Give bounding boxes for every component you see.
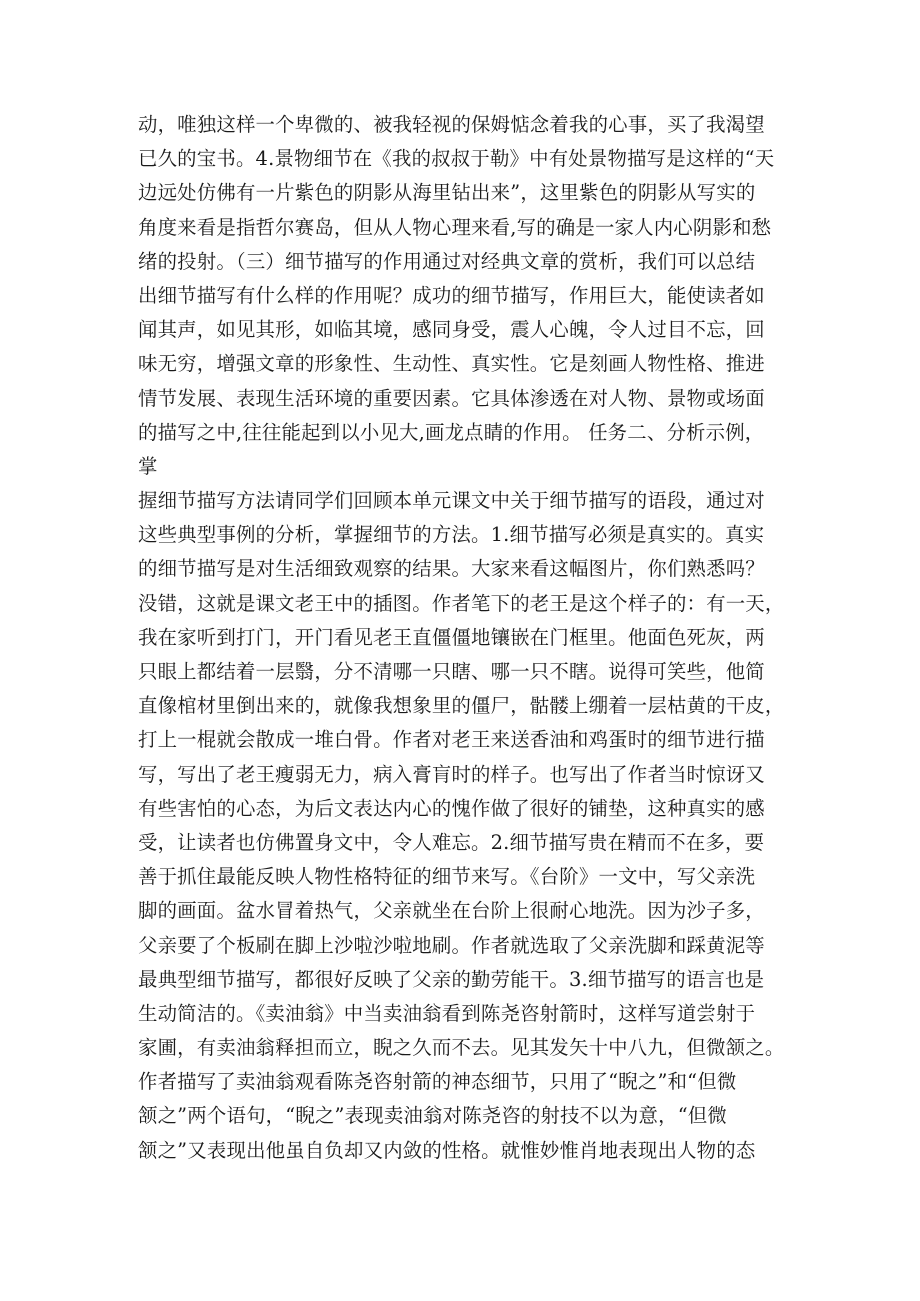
text-line: 我在家听到打门，开门看见老王直僵僵地镶嵌在门框里。他面色死灰，两 bbox=[138, 625, 765, 649]
text-line: 味无穷，增强文章的形象性、生动性、真实性。它是刻画人物性格、推进 bbox=[138, 352, 765, 376]
text-line: 掌 bbox=[138, 454, 158, 478]
text-line: 颔之”两个语句，“睨之”表现卖油翁对陈尧咨的射技不以为意，“但微 bbox=[138, 1104, 727, 1128]
text-line: 家圃，有卖油翁释担而立，睨之久而不去。见其发矢十中八九，但微颔之。 bbox=[138, 1036, 785, 1060]
text-line: 这些典型事例的分析，掌握细节的方法。1.细节描写必须是真实的。真实 bbox=[138, 523, 765, 547]
text-line: 颔之”又表现出他虽自负却又内敛的性格。就惟妙惟肖地表现出人物的态 bbox=[138, 1138, 756, 1162]
text-line: 有些害怕的心态，为后文表达内心的愧作做了很好的铺垫，这种真实的感 bbox=[138, 796, 765, 820]
text-line: 生动简洁的。《卖油翁》中当卖油翁看到陈尧咨射箭时，这样写道尝射于 bbox=[138, 1001, 756, 1025]
text-line: 直像棺材里倒出来的，就像我想象里的僵尸，骷髅上绷着一层枯黄的干皮， bbox=[138, 694, 785, 718]
text-line: 已久的宝书。4.景物细节在《我的叔叔于勒》中有处景物描写是这样的“天 bbox=[138, 147, 775, 171]
text-line: 没错，这就是课文老王中的插图。作者笔下的老王是这个样子的：有一天， bbox=[138, 591, 785, 615]
text-line: 情节发展、表现生活环境的重要因素。它具体渗透在对人物、景物或场面 bbox=[138, 386, 765, 410]
text-line: 作者描写了卖油翁观看陈尧咨射箭的神态细节，只用了“睨之”和“但微 bbox=[138, 1070, 737, 1094]
text-line: 的细节描写是对生活细致观察的结果。大家来看这幅图片，你们熟悉吗？ bbox=[138, 557, 765, 581]
text-line: 绪的投射。（三）细节描写的作用通过对经典文章的赏析，我们可以总结 bbox=[138, 249, 756, 273]
text-line: 握细节描写方法请同学们回顾本单元课文中关于细节描写的语段，通过对 bbox=[138, 489, 765, 513]
text-line: 受，让读者也仿佛置身文中，令人难忘。2.细节描写贵在精而不在多，要 bbox=[138, 830, 765, 854]
text-line: 的描写之中,往往能起到以小见大,画龙点睛的作用。 任务二、分析示例， bbox=[138, 420, 765, 444]
text-line: 写，写出了老王瘦弱无力，病入膏肓时的样子。也写出了作者当时惊讶又 bbox=[138, 762, 765, 786]
text-line: 角度来看是指哲尔赛岛，但从人物心理来看,写的确是一家人内心阴影和愁 bbox=[138, 215, 772, 239]
text-line: 闻其声，如见其形，如临其境，感同身受，震人心魄，令人过目不忘，回 bbox=[138, 318, 765, 342]
text-line: 只眼上都结着一层翳，分不清哪一只瞎、哪一只不瞎。说得可笑些，他简 bbox=[138, 660, 765, 683]
text-line: 出细节描写有什么样的作用呢？成功的细节描写，作用巨大，能使读者如 bbox=[138, 283, 765, 307]
text-line: 动，唯独这样一个卑微的、被我轻视的保姆惦念着我的心事，买了我渴望 bbox=[138, 113, 765, 136]
text-line: 父亲要了个板刷在脚上沙啦沙啦地刷。作者就选取了父亲洗脚和踩黄泥等 bbox=[138, 933, 765, 957]
body-text bbox=[138, 108, 798, 1168]
text-line: 最典型细节描写，都很好反映了父亲的勤劳能干。3.细节描写的语言也是 bbox=[138, 967, 765, 991]
text-line: 脚的画面。盆水冒着热气，父亲就坐在台阶上很耐心地洗。因为沙子多， bbox=[138, 899, 765, 923]
text-line: 打上一棍就会散成一堆白骨。作者对老王来送香油和鸡蛋时的细节进行描 bbox=[138, 728, 765, 752]
text-line: 善于抓住最能反映人物性格特征的细节来写。《台阶》一文中，写父亲洗 bbox=[138, 865, 756, 889]
text-line: 边远处仿佛有一片紫色的阴影从海里钻出来”，这里紫色的阴影从写实的 bbox=[138, 181, 756, 205]
